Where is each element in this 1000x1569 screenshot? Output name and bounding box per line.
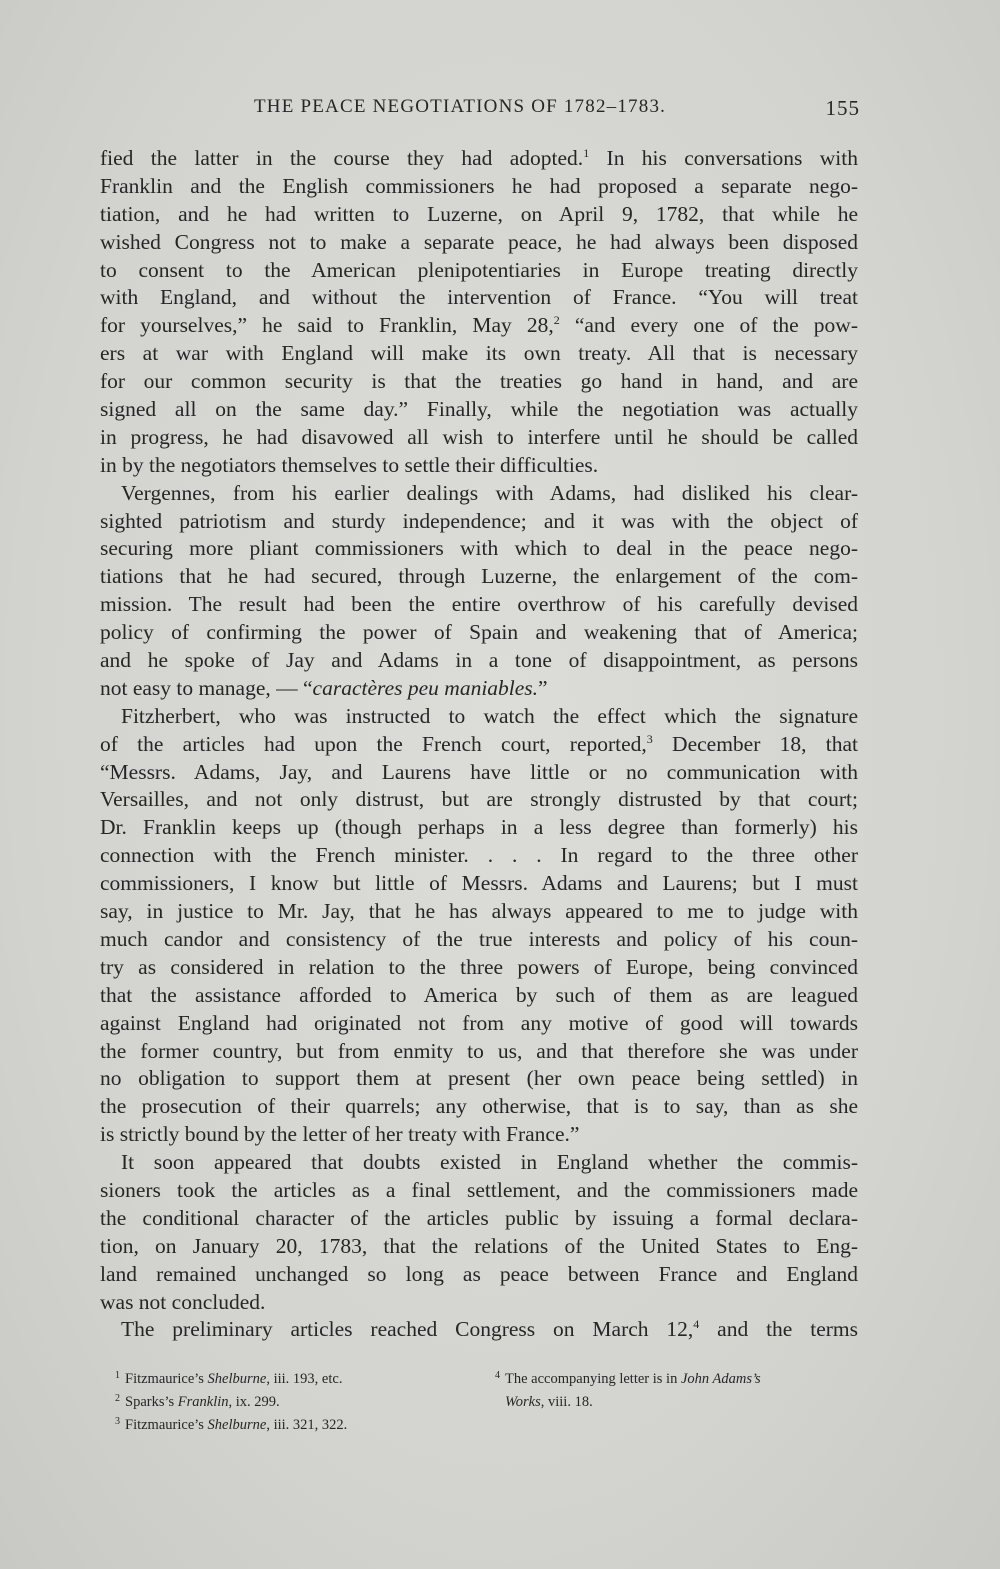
italic-text: Franklin xyxy=(177,1394,229,1410)
text-run: connection with the French minister. . . . In regard to the three other xyxy=(100,843,858,868)
text-run: is strictly bound by the letter of her treaty with France.” xyxy=(100,1122,580,1147)
text-run: much candor and consistency of the true interests and policy of his coun- xyxy=(100,926,858,951)
body-text xyxy=(100,145,858,1344)
text-line xyxy=(100,563,858,591)
text-run: The accompanying letter is in xyxy=(505,1371,681,1387)
text-run: was not concluded. xyxy=(100,1289,266,1314)
text-line xyxy=(100,229,858,257)
footnote xyxy=(495,1389,875,1412)
text-run: land remained unchanged so long as peace between France and England xyxy=(100,1261,858,1286)
text-run: not easy to manage, — “ xyxy=(100,675,313,700)
text-run: “Messrs. Adams, Jay, and Laurens have little or no communication with xyxy=(100,759,858,784)
text-run: in by the negotiators themselves to settle their difficulties. xyxy=(100,452,599,477)
text-line xyxy=(100,201,858,229)
text-run: against England had originated not from any motive of good will towards xyxy=(100,1010,858,1035)
text-line xyxy=(100,647,858,675)
text-line xyxy=(100,173,858,201)
text-line xyxy=(100,424,858,452)
italic-text: Shelburne xyxy=(207,1371,267,1387)
text-run: It soon appeared that doubts existed in England whether the commis- xyxy=(121,1150,858,1175)
text-line xyxy=(100,619,858,647)
text-line xyxy=(100,480,858,508)
text-run: signed all on the same day.” Finally, while the negotiation was actually xyxy=(100,397,858,422)
text-line xyxy=(100,1010,858,1038)
text-run: policy of confirming the power of Spain and weakening that of America; xyxy=(100,620,858,645)
footnote-text xyxy=(125,1371,342,1387)
footnote-text xyxy=(505,1371,761,1387)
footnote-text xyxy=(125,1417,347,1433)
text-run: Dr. Franklin keeps up (though perhaps in a less degree than formerly) his xyxy=(100,815,858,840)
text-line xyxy=(100,1261,858,1289)
text-run: Fitzherbert, who was instructed to watch the effect which the signature xyxy=(121,703,858,728)
text-line xyxy=(100,284,858,312)
text-run: ers at war with England will make its own treaty. All that is necessary xyxy=(100,341,858,366)
footnotes-left-column xyxy=(115,1366,475,1435)
text-run: mission. The result had been the entire overthrow of his carefully devised xyxy=(100,592,858,617)
text-line xyxy=(100,814,858,842)
text-line xyxy=(100,675,858,703)
text-run: the conditional character of the articles public by issuing a formal declara- xyxy=(100,1205,858,1230)
footnote-number: 3 xyxy=(115,1416,120,1427)
italic-text: Works xyxy=(505,1394,541,1410)
text-run: Sparks’s xyxy=(125,1394,178,1410)
text-run: the former country, but from enmity to us, and that therefore she was under xyxy=(100,1038,858,1063)
text-line xyxy=(100,396,858,424)
italic-text: Shelburne xyxy=(207,1417,267,1433)
text-line xyxy=(100,1233,858,1261)
text-line xyxy=(100,1121,858,1149)
text-run: tion, on January 20, 1783, that the relations of the United States to Eng- xyxy=(100,1233,858,1258)
text-run: ” xyxy=(538,675,548,700)
text-line xyxy=(100,1316,858,1344)
footnote-reference: 1 xyxy=(583,146,590,160)
text-run: In his conversations with xyxy=(589,146,858,170)
footnote-number: 2 xyxy=(115,1393,120,1404)
text-line xyxy=(100,1065,858,1093)
text-line xyxy=(100,842,858,870)
text-line xyxy=(100,368,858,396)
italic-text: caractères peu maniables. xyxy=(312,675,539,700)
text-run: December 18, that xyxy=(652,731,858,756)
footnote-text xyxy=(125,1394,280,1410)
text-run: , ix. 299. xyxy=(228,1394,280,1410)
text-run: say, in justice to Mr. Jay, that he has always appeared to me to judge with xyxy=(100,899,858,924)
text-run: Franklin and the English commissioners he had proposed a separate nego- xyxy=(100,173,858,198)
text-run: and the terms xyxy=(699,1317,858,1342)
text-run: , iii. 321, 322. xyxy=(266,1417,348,1433)
text-run: tiations that he had secured, through Luzerne, the enlargement of the com- xyxy=(100,564,858,589)
text-run: “and every one of the pow- xyxy=(559,313,858,338)
footnote-number: 4 xyxy=(495,1370,500,1381)
text-line xyxy=(100,703,858,731)
text-run: fied the latter in the course they had adopted. xyxy=(100,146,584,170)
text-run: sioners took the articles as a final settlement, and the commissioners made xyxy=(100,1177,858,1202)
footnotes-right-column xyxy=(495,1366,875,1412)
text-line xyxy=(100,1205,858,1233)
text-line xyxy=(100,1177,858,1205)
text-run: Vergennes, from his earlier dealings with Adams, had disliked his clear- xyxy=(121,480,858,505)
text-line xyxy=(100,1149,858,1177)
text-run: Versailles, and not only distrust, but are strongly distrusted by that court; xyxy=(100,787,858,812)
footnote-reference: 2 xyxy=(553,313,560,328)
text-line xyxy=(100,257,858,285)
text-run: commissioners, I know but little of Messrs. Adams and Laurens; but I must xyxy=(100,871,858,896)
text-line xyxy=(100,786,858,814)
text-run: tiation, and he had written to Luzerne, on April 9, 1782, that while he xyxy=(100,201,858,226)
text-line xyxy=(100,1289,858,1317)
text-run: with England, and without the intervention of France. “You will treat xyxy=(100,285,858,310)
running-title: THE PEACE NEGOTIATIONS OF 1782–1783. xyxy=(254,96,667,117)
text-line xyxy=(100,1038,858,1066)
text-line xyxy=(100,898,858,926)
text-line xyxy=(100,591,858,619)
footnote-reference: 3 xyxy=(646,731,653,746)
text-line xyxy=(100,1093,858,1121)
running-head xyxy=(100,96,860,130)
text-line xyxy=(100,312,858,340)
text-run: , iii. 193, etc. xyxy=(266,1371,343,1387)
text-line xyxy=(100,954,858,982)
text-line xyxy=(100,759,858,787)
text-run: in progress, he had disavowed all wish to interfere until he should be called xyxy=(100,424,858,449)
text-run: no obligation to support them at present (her own peace being settled) in xyxy=(100,1066,858,1091)
text-run: that the assistance afforded to America by such of them as are leagued xyxy=(100,982,858,1007)
text-line xyxy=(100,982,858,1010)
text-run: to consent to the American plenipotentiaries in Europe treating directly xyxy=(100,257,858,282)
text-run: securing more pliant commissioners with which to deal in the peace nego- xyxy=(100,536,858,561)
text-run: try as considered in relation to the three powers of Europe, being convinced xyxy=(100,954,858,979)
text-line xyxy=(100,145,858,173)
text-run: and he spoke of Jay and Adams in a tone of disappointment, as persons xyxy=(100,648,858,673)
text-run: of the articles had upon the French court, reported, xyxy=(100,731,647,756)
footnote xyxy=(115,1389,475,1412)
text-line xyxy=(100,926,858,954)
footnote xyxy=(115,1366,475,1389)
text-run: sighted patriotism and sturdy independence; and it was with the object of xyxy=(100,508,858,533)
text-run: Fitzmaurice’s xyxy=(125,1371,208,1387)
text-run: , viii. 18. xyxy=(540,1394,593,1410)
text-run: for our common security is that the treaties go hand in hand, and are xyxy=(100,369,858,394)
text-line xyxy=(100,870,858,898)
footnote xyxy=(495,1366,875,1389)
text-line xyxy=(100,340,858,368)
text-run: for yourselves,” he said to Franklin, May 28, xyxy=(100,313,554,338)
footnote-text xyxy=(505,1394,593,1410)
text-line xyxy=(100,508,858,536)
page-number: 155 xyxy=(825,96,860,120)
italic-text: John Adams’s xyxy=(680,1371,761,1387)
text-run: The preliminary articles reached Congress on March 12, xyxy=(121,1317,694,1342)
footnote-number: 1 xyxy=(115,1370,120,1381)
text-run: Fitzmaurice’s xyxy=(125,1417,208,1433)
footnote xyxy=(115,1412,475,1435)
text-run: the prosecution of their quarrels; any otherwise, that is to say, than as she xyxy=(100,1094,858,1119)
text-line xyxy=(100,452,858,480)
text-line xyxy=(100,535,858,563)
text-run: wished Congress not to make a separate peace, he had always been disposed xyxy=(100,229,858,254)
text-line xyxy=(100,731,858,759)
footnote-reference: 4 xyxy=(693,1317,700,1332)
